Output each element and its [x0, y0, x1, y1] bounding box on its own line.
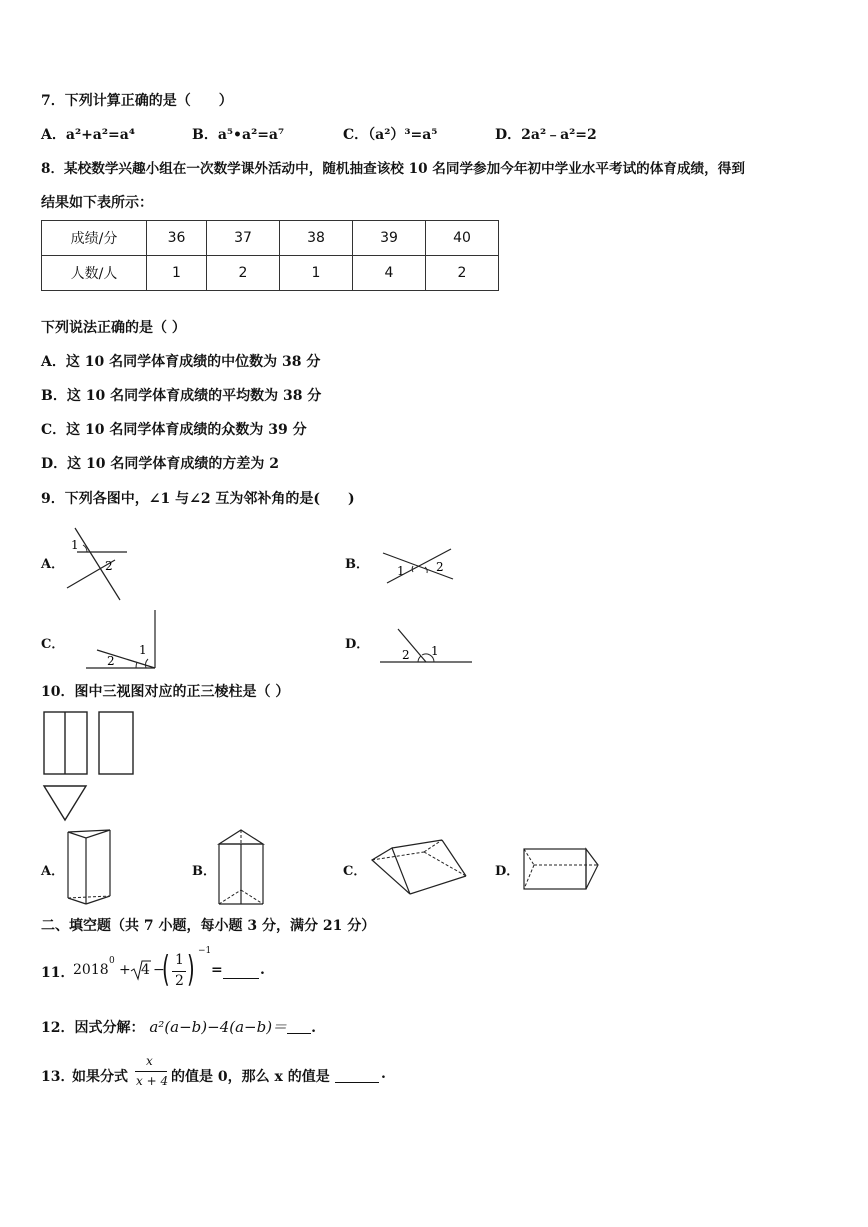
q13-pre: 如果分式: [72, 1069, 128, 1085]
angle-2-label: 2: [436, 560, 444, 574]
table-cell: 1: [147, 256, 207, 291]
q11-base: 2018: [73, 962, 109, 978]
table-cell: 2: [207, 256, 280, 291]
q10-figure-d: [522, 845, 602, 895]
angle-1-label: 1: [397, 564, 405, 578]
angle-2-label: 2: [107, 654, 115, 668]
q11-exp0: 0: [109, 956, 115, 966]
q8-option-b[interactable]: B．这 10 名同学体育成绩的平均数为 38 分: [41, 388, 322, 404]
three-views-figure: [42, 710, 142, 825]
table-row: [42, 256, 499, 291]
q7-option-a[interactable]: A．a²+a²=a⁴: [41, 127, 135, 143]
q10-option-c-label[interactable]: C．: [343, 864, 367, 879]
section-2-heading: 二、填空题（共 7 小题，每小题 3 分，满分 21 分）: [41, 918, 376, 934]
table-cell: 38: [280, 221, 353, 256]
q11-number: 11．: [41, 965, 75, 981]
q9-figure-c: [82, 610, 162, 670]
q10-figure-b: [217, 828, 267, 908]
q12-expression: a²(a−b)−4(a−b)＝: [149, 1018, 288, 1036]
q8-option-a[interactable]: A．这 10 名同学体育成绩的中位数为 38 分: [41, 354, 321, 370]
q8-question: 下列说法正确的是（ ）: [41, 320, 186, 336]
q11-frac-den: 2: [175, 973, 184, 989]
q7-option-b[interactable]: B．a⁵•a²=a⁷: [192, 127, 285, 143]
q8-stem-line1: 8．某校数学兴趣小组在一次数学课外活动中，随机抽查该校 10 名同学参加今年初中学业水平考试的体育成绩，得到: [41, 161, 745, 177]
q7-stem: 7．下列计算正确的是（ ）: [41, 93, 233, 109]
q9-stem: 9．下列各图中，∠1 与∠2 互为邻补角的是( ): [41, 491, 355, 507]
angle-1-label: 1: [71, 538, 79, 552]
table-cell: 39: [353, 221, 426, 256]
q11-sqrt-value: 4: [141, 962, 150, 978]
q10-stem: 10．图中三视图对应的正三棱柱是（ ）: [41, 684, 290, 700]
q10-option-d-label[interactable]: D．: [495, 864, 520, 879]
q9-option-d-label[interactable]: D．: [345, 637, 370, 652]
q10-option-a-label[interactable]: A．: [41, 864, 65, 879]
q9-option-b-label[interactable]: B．: [345, 557, 369, 572]
q12: 12．因式分解： a²(a−b)−4(a−b)＝ .: [41, 1018, 316, 1036]
angle-1-label: 1: [431, 644, 439, 658]
table-cell: 人数/人: [42, 256, 147, 291]
angle-1-label: 1: [139, 643, 147, 657]
table-cell: 成绩/分: [42, 221, 147, 256]
angle-2-label: 2: [105, 559, 113, 573]
table-cell: 2: [426, 256, 499, 291]
table-cell: 37: [207, 221, 280, 256]
table-row: [42, 221, 499, 256]
q11-frac-num: 1: [175, 952, 184, 968]
q10-figure-c: [370, 838, 470, 898]
q12-number: 12．: [41, 1020, 75, 1036]
q8-option-c[interactable]: C．这 10 名同学体育成绩的众数为 39 分: [41, 422, 307, 438]
q13-frac-den: x + 4: [136, 1074, 169, 1088]
q9-option-c-label[interactable]: C．: [41, 637, 65, 652]
q7-option-d[interactable]: D．2a²﹣a²=2: [495, 127, 597, 143]
table-cell: 40: [426, 221, 499, 256]
table-cell: 4: [353, 256, 426, 291]
angle-2-label: 2: [402, 648, 410, 662]
q13-post: 的值是 0，那么 x 的值是: [171, 1069, 330, 1085]
table-cell: 36: [147, 221, 207, 256]
q11-answer-blank[interactable]: [223, 964, 259, 979]
q8-option-d[interactable]: D．这 10 名同学体育成绩的方差为 2: [41, 456, 279, 472]
q10-option-b-label[interactable]: B．: [192, 864, 216, 879]
score-table: [41, 220, 499, 291]
table-cell: 1: [280, 256, 353, 291]
q13-number: 13．: [41, 1069, 75, 1085]
q11-equals: =: [211, 962, 223, 978]
q11-exp-neg: −1: [198, 946, 212, 956]
q9-figure-d: [378, 627, 478, 667]
q7-option-c[interactable]: C．（a²）³=a⁵: [343, 127, 438, 143]
q13-frac-num: x: [146, 1054, 153, 1068]
q12-text: 因式分解：: [74, 1020, 145, 1036]
q9-figure-b: [383, 545, 463, 585]
q9-figure-a: [65, 528, 145, 603]
q8-stem-line2: 结果如下表所示：: [41, 195, 153, 211]
q9-option-a-label[interactable]: A．: [41, 557, 65, 572]
q13-answer-blank[interactable]: [335, 1068, 379, 1083]
q10-figure-a: [66, 828, 116, 908]
q12-answer-blank[interactable]: [287, 1019, 311, 1034]
